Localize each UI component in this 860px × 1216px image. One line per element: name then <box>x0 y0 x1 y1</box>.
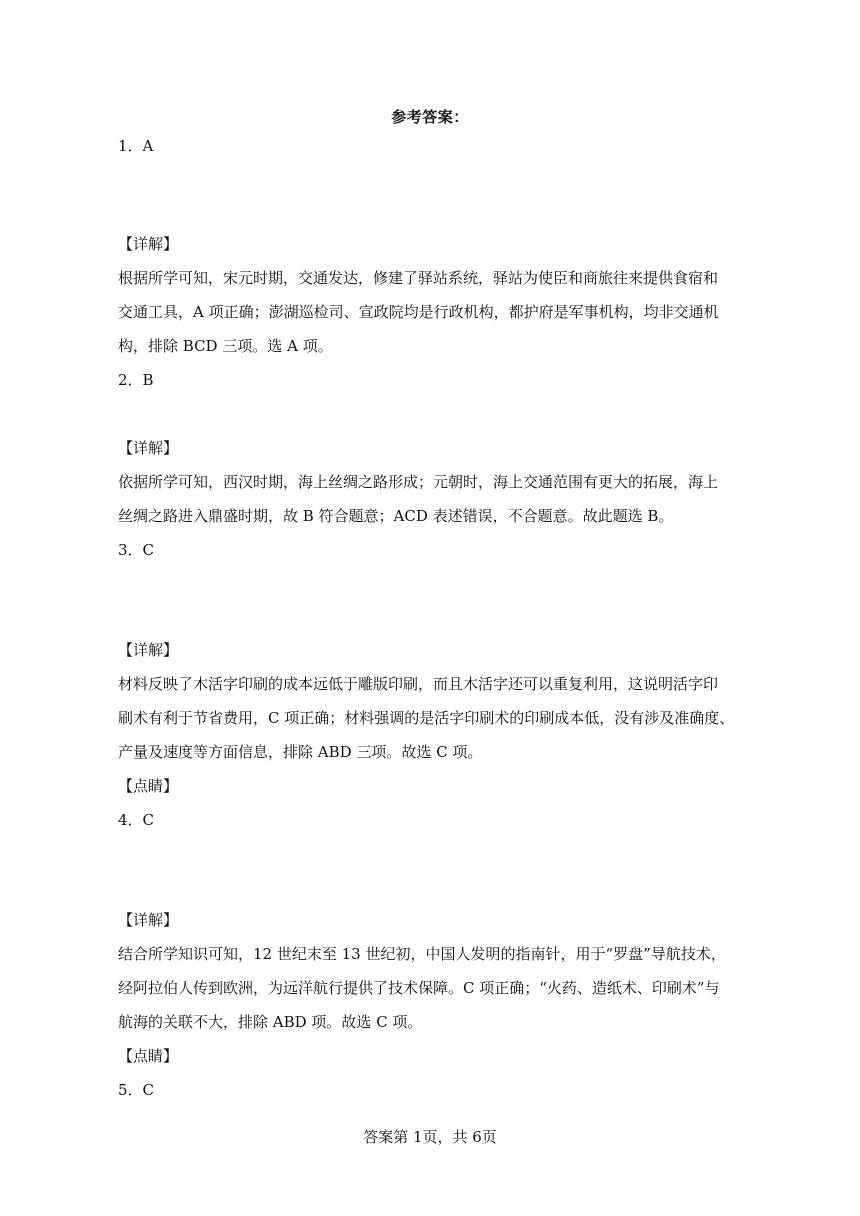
question-number: 4．C <box>118 811 155 829</box>
detail-tag: 【详解】 <box>118 235 179 253</box>
detail-text-line: 依据所学可知，西汉时期，海上丝绸之路形成；元朝时，海上交通范围有更大的拓展，海上 <box>118 473 719 491</box>
question-number: 2．B <box>118 371 154 389</box>
detail-text-line: 产量及速度等方面信息，排除 ABD 三项。故选 C 项。 <box>118 743 483 761</box>
detail-text-line: 经阿拉伯人传到欧洲，为远洋航行提供了技术保障。C 项正确；“火药、造纸术、印刷术”与 <box>118 979 720 997</box>
detail-text-line: 构，排除 BCD 三项。选 A 项。 <box>118 337 333 355</box>
question-number: 1．A <box>118 137 154 155</box>
detail-text-line: 结合所学知识可知，12 世纪末至 13 世纪初，中国人发明的指南针，用于“罗盘”导航技术， <box>118 945 726 963</box>
question-number: 5．C <box>118 1081 155 1099</box>
question-number: 3．C <box>118 541 155 559</box>
page-footer: 答案第 1页，共 6页 <box>363 1128 497 1146</box>
detail-text-line: 丝绸之路进入鼎盛时期，故 B 符合题意；ACD 表述错误，不合题意。故此题选 B。 <box>118 507 674 525</box>
note-tag: 【点睛】 <box>118 777 179 795</box>
detail-tag: 【详解】 <box>118 911 179 929</box>
detail-text-line: 刷术有利于节省费用，C 项正确；材料强调的是活字印刷术的印刷成本低，没有涉及准确度、 <box>118 709 735 727</box>
detail-text-line: 材料反映了木活字印刷的成本远低于雕版印刷，而且木活字还可以重复利用，这说明活字印 <box>118 675 719 693</box>
detail-text-line: 航海的关联不大，排除 ABD 项。故选 C 项。 <box>118 1013 423 1031</box>
detail-tag: 【详解】 <box>118 641 179 659</box>
detail-text-line: 根据所学可知，宋元时期，交通发达，修建了驿站系统，驿站为使臣和商旅往来提供食宿和 <box>118 269 719 287</box>
detail-tag: 【详解】 <box>118 439 179 457</box>
note-tag: 【点睛】 <box>118 1047 179 1065</box>
page-title: 参考答案： <box>391 108 469 126</box>
detail-text-line: 交通工具，A 项正确；澎湖巡检司、宣政院均是行政机构，都护府是军事机构，均非交通机 <box>118 303 719 321</box>
